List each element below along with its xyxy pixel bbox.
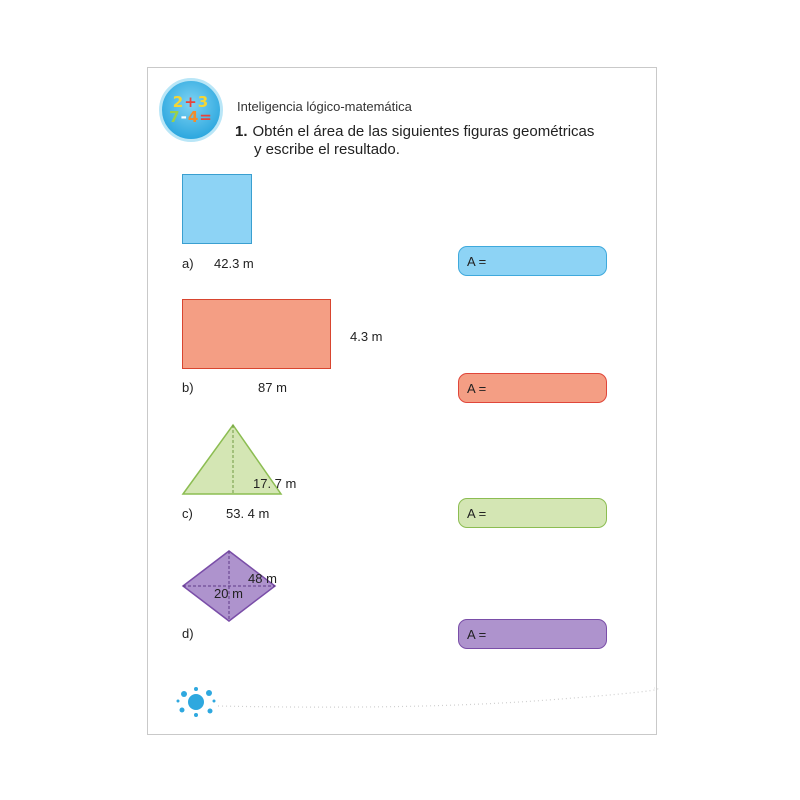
answer-label-d: A = — [467, 626, 487, 642]
rhombus-minor-diagonal-label: 20 m — [214, 586, 243, 601]
instruction-number: 1. — [235, 123, 248, 140]
triangle-base-label: 53. 4 m — [226, 506, 270, 521]
badge-line-2: 7-4= — [169, 108, 213, 126]
instruction-line-1: Obtén el área de las siguientes figuras geométricas — [252, 123, 595, 140]
rectangle-height-label: 4.3 m — [350, 329, 383, 344]
footer-dotted-line — [218, 686, 655, 710]
splash-icon — [176, 686, 220, 718]
rhombus-major-diagonal-label: 48 m — [248, 571, 277, 586]
answer-label-c: A = — [467, 505, 487, 521]
instruction-line-2: y escribe el resultado. — [254, 141, 400, 158]
answer-field-d[interactable] — [458, 619, 607, 649]
badge-line-1: 2+3 — [172, 93, 210, 111]
rectangle-base-label: 87 m — [258, 380, 287, 395]
exercise-letter-b: b) — [182, 380, 194, 395]
instruction — [235, 123, 594, 159]
exercise-letter-a: a) — [182, 256, 194, 271]
answer-field-a[interactable] — [458, 246, 607, 276]
triangle-height-label: 17. 7 m — [253, 476, 297, 491]
exercise-letter-d: d) — [182, 626, 194, 641]
square-figure — [182, 174, 252, 244]
answer-label-b: A = — [467, 380, 487, 396]
math-badge-icon — [159, 78, 223, 142]
rectangle-figure — [182, 299, 331, 369]
exercise-letter-c: c) — [182, 506, 193, 521]
square-side-label: 42.3 m — [214, 256, 254, 271]
subject-title: Inteligencia lógico-matemática — [237, 99, 412, 114]
answer-label-a: A = — [467, 253, 487, 269]
answer-field-c[interactable] — [458, 498, 607, 528]
answer-field-b[interactable] — [458, 373, 607, 403]
